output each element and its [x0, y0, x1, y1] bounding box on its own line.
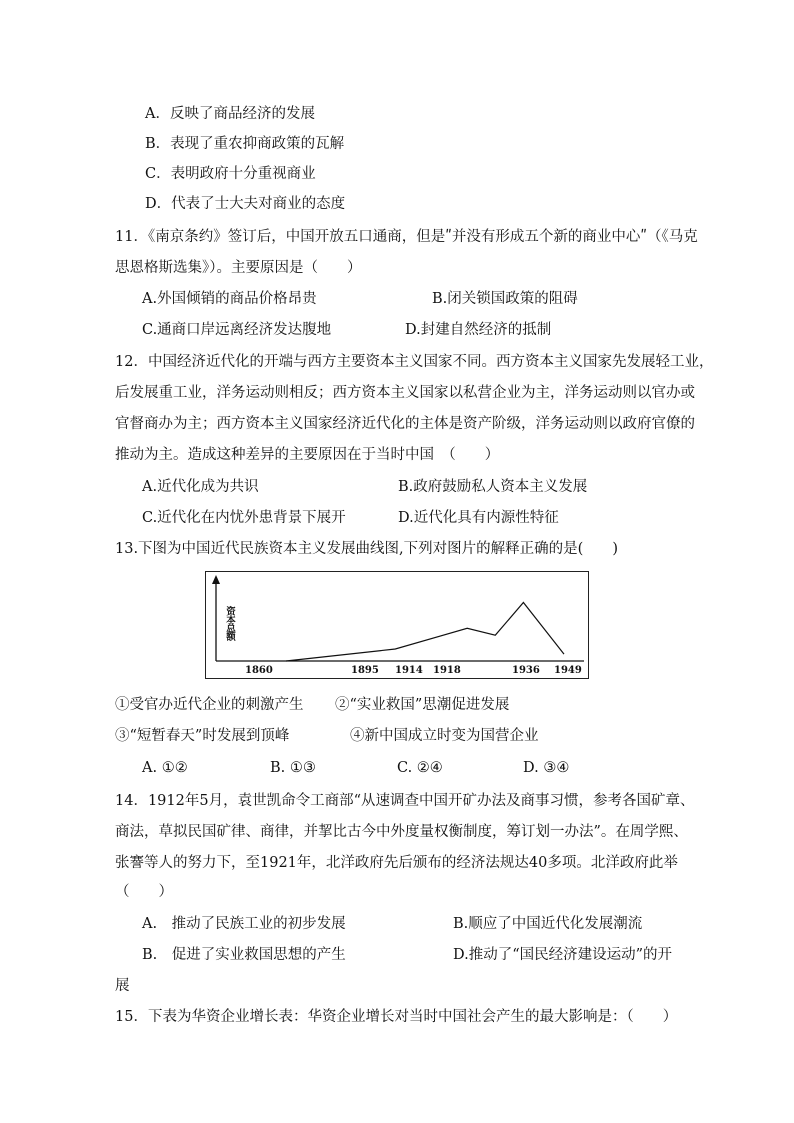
x-tick-label: 1936: [512, 665, 540, 676]
q11-stem-line1: 11．《南京条约》签订后，中国开放五口通商，但是ʺ并没有形成五个新的商业中心ʺ（《马克: [115, 229, 698, 245]
q10-option-d: D．代表了士大夫对商业的态度: [145, 196, 346, 212]
q14-option-d-continuation: 展: [115, 978, 130, 994]
x-tick-label: 1914: [395, 665, 423, 676]
q14-stem-line3: 张謇等人的努力下，至1921年，北洋政府先后颁布的经济法规达40多项。北洋政府此举: [115, 855, 678, 871]
q11-option-b: B.闭关锁国政策的阻碍: [432, 291, 578, 307]
q11-stem-line2: 思恩格斯选集》）。主要原因是（ ）: [115, 260, 362, 276]
q14-option-a: A. 推动了民族工业的初步发展: [142, 916, 346, 932]
q12-stem-line2: 后发展重工业，洋务运动则相反；西方资本主义国家以私营企业为主，洋务运动则以官办或: [115, 385, 695, 401]
q12-option-a: A.近代化成为共识: [142, 479, 259, 495]
x-tick-label: 1860: [245, 665, 273, 676]
q10-option-b: B．表现了重农抑商政策的瓦解: [145, 136, 345, 152]
q14-stem-line2: 商法，草拟民国矿律、商律，并挈比古今中外度量权衡制度，筹订划一办法”。在周学熙、: [115, 824, 688, 840]
x-tick-label: 1895: [351, 665, 379, 676]
q13-option-b: B. ①③: [270, 760, 316, 776]
q12-stem-line4: 推动为主。造成这种差异的主要原因在于当时中国 （ ）: [115, 447, 500, 463]
q13-option-a: A. ①②: [142, 760, 188, 776]
y-axis-arrow-icon: [212, 575, 220, 584]
q13-option-c: C. ②④: [397, 760, 443, 776]
q13-statement-1: ①受官办近代企业的刺激产生: [115, 697, 304, 713]
q12-option-d: D.近代化具有内源性特征: [398, 510, 559, 526]
y-axis-label: 资本总额: [224, 606, 235, 640]
q14-stem-line1: 14．1912年5月，袁世凯命令工商部“从速调查中国开矿办法及商事习惯，参考各国矿章、: [115, 793, 695, 809]
q13-option-d: D. ③④: [523, 760, 570, 776]
q14-option-d: D.推动了“国民经济建设运动”的开: [453, 947, 673, 963]
q12-stem-line1: 12．中国经济近代化的开端与西方主要资本主义国家不同。西方资本主义国家先发展轻工业，: [115, 354, 714, 370]
capital-development-chart: [205, 571, 589, 679]
q11-option-d: D.封建自然经济的抵制: [405, 322, 552, 338]
x-tick-label: 1949: [554, 665, 582, 676]
chart-canvas: [206, 572, 590, 680]
q14-stem-line4: （ ）: [115, 884, 173, 900]
q12-option-b: B.政府鼓励私人资本主义发展: [398, 479, 588, 495]
q14-option-b2: B. 促进了实业救国思想的产生: [142, 947, 346, 963]
q11-option-a: A.外国倾销的商品价格昂贵: [142, 291, 317, 307]
q13-statement-4: ④新中国成立时变为国营企业: [350, 728, 539, 744]
q11-option-c: C.通商口岸远离经济发达腹地: [142, 322, 332, 338]
q13-statement-3: ③“短暂春天”时发展到顶峰: [115, 728, 290, 744]
q13-statement-2: ②“实业救国”思潮促进发展: [335, 697, 510, 713]
x-tick-label: 1918: [433, 665, 461, 676]
q10-option-a: A．反映了商品经济的发展: [145, 106, 315, 122]
q12-option-c: C.近代化在内忧外患背景下展开: [142, 510, 346, 526]
q10-option-c: C．表明政府十分重视商业: [145, 166, 316, 182]
q15-stem: 15．下表为华资企业增长表：华资企业增长对当时中国社会产生的最大影响是：（ ）: [115, 1009, 678, 1025]
q12-stem-line3: 官督商办为主；西方资本主义国家经济近代化的主体是资产阶级，洋务运动则以政府官僚的: [115, 416, 695, 432]
q13-stem: 13.下图为中国近代民族资本主义发展曲线图,下列对图片的解释正确的是( ): [115, 541, 618, 557]
capital-growth-line: [286, 603, 564, 662]
q14-option-b: B.顺应了中国近代化发展潮流: [453, 916, 643, 932]
